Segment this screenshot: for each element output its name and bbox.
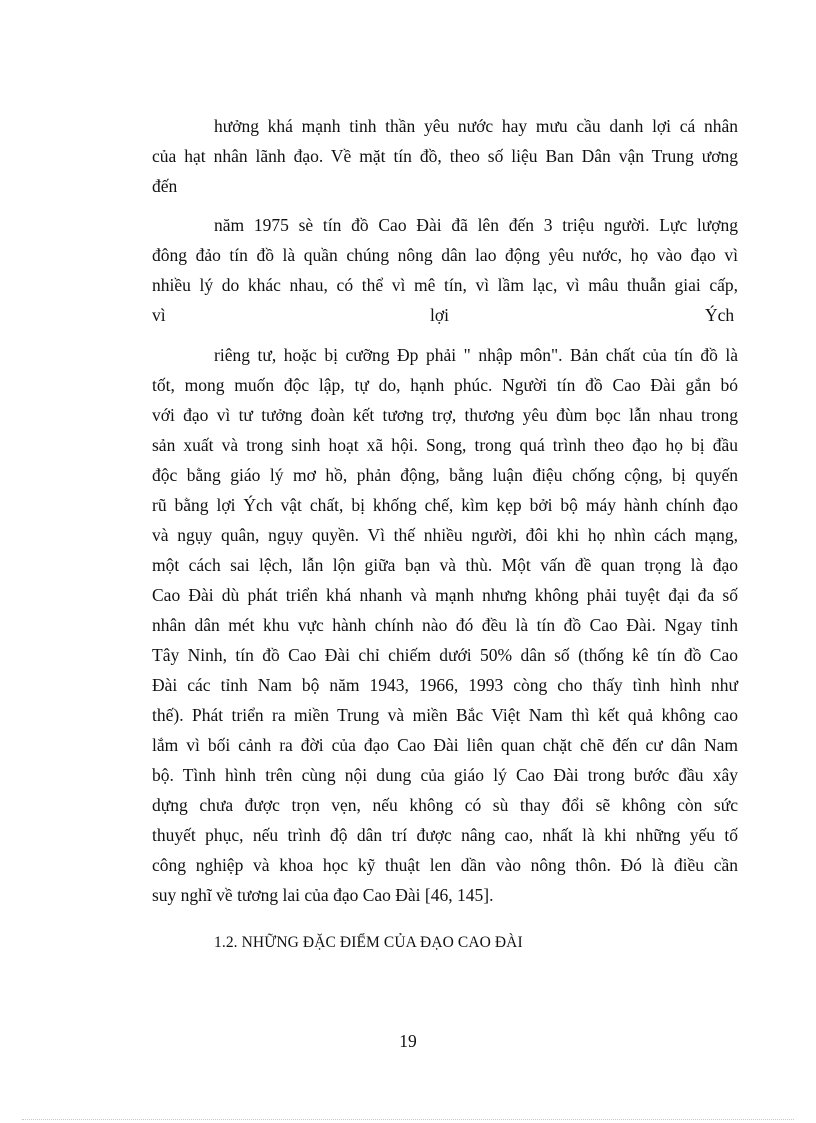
body-text-line: sản xuất và trong sinh hoạt xã hội. Song, trong quá trình theo đạo họ bị đầu (152, 435, 738, 455)
body-text-line: lắm vì bối cảnh ra đời của đạo Cao Đài liên quan chặt chẽ đến cư dân Nam (152, 735, 738, 755)
body-text-line: Đài các tỉnh Nam bộ năm 1943, 1966, 1993 còng cho thấy tình hình như (152, 675, 738, 695)
body-text-line: Cao Đài dù phát triển khá nhanh và mạnh nhưng không phải tuyệt đại đa số (152, 585, 738, 605)
body-text-line: riêng tư, hoặc bị cưỡng Ðp phải " nhập môn". Bản chất của tín đồ là (214, 345, 738, 365)
body-text-line: suy nghĩ về tương lai của đạo Cao Đài [46, 145]. (152, 885, 494, 905)
body-text-line: với đạo vì tư tưởng đoàn kết tương trợ, thương yêu đùm bọc lẫn nhau trong (152, 405, 738, 425)
body-text-line: hưởng khá mạnh tinh thần yêu nước hay mưu cầu danh lợi cá nhân (214, 116, 738, 136)
body-text-line: công nghiệp và khoa học kỹ thuật len dần vào nông thôn. Đó là điều cần (152, 855, 738, 875)
body-text-line: dựng chưa được trọn vẹn, nếu không có sù thay đổi sẽ không còn sức (152, 795, 738, 815)
body-text-line: một cách sai lệch, lẫn lộn giữa bạn và thù. Một vấn đề quan trọng là đạo (152, 555, 738, 575)
body-text-line: và ngụy quân, ngụy quyền. Vì thế nhiều người, đôi khi họ nhìn cách mạng, (152, 525, 738, 545)
body-text-word: vì (152, 305, 166, 325)
body-text-line: thế). Phát triển ra miền Trung và miền Bắc Việt Nam thì kết quả không cao (152, 705, 738, 725)
body-text-word: Ých (705, 305, 735, 325)
body-text-line: độc bằng giáo lý mơ hồ, phản động, bằng luận điệu chống cộng, bị quyến (152, 465, 738, 485)
body-text-line: rũ bằng lợi Ých vật chất, bị khống chế, kìm kẹp bởi bộ máy hành chính đạo (152, 495, 738, 515)
body-text-line: đến (152, 176, 178, 196)
body-text-line: thuyết phục, nếu trình độ dân trí được nâng cao, nhất là khi những yếu tố (152, 825, 738, 845)
body-text-line: đông đảo tín đồ là quần chúng nông dân lao động yêu nước, họ vào đạo vì (152, 245, 738, 265)
page-bottom-divider (22, 1119, 794, 1120)
body-text-line: năm 1975 sè tín đồ Cao Đài đã lên đến 3 triệu người. Lực lượng (214, 215, 738, 235)
body-text-word: lợi (430, 305, 449, 325)
body-text-line: của hạt nhân lãnh đạo. Về mặt tín đồ, theo số liệu Ban Dân vận Trung ương (152, 146, 738, 166)
body-text-line: nhiều lý do khác nhau, có thể vì mê tín, vì lầm lạc, vì mâu thuẫn giai cấp, (152, 275, 738, 295)
body-text-line: bộ. Tình hình trên cùng nội dung của giáo lý Cao Đài trong bước đầu xây (152, 765, 738, 785)
body-text-line: Tây Ninh, tín đồ Cao Đài chỉ chiếm dưới 50% dân số (thống kê tín đồ Cao (152, 645, 738, 665)
section-heading: 1.2. NHỮNG ĐẶC ĐIỂM CỦA ĐẠO CAO ĐÀI (214, 934, 523, 951)
body-text-line: tốt, mong muốn độc lập, tự do, hạnh phúc. Người tín đồ Cao Đài gắn bó (152, 375, 738, 395)
page-number: 19 (399, 1031, 417, 1051)
body-text-line: nhân dân mét khu vực hành chính nào đó đều là tín đồ Cao Đài. Ngay tỉnh (152, 615, 738, 635)
